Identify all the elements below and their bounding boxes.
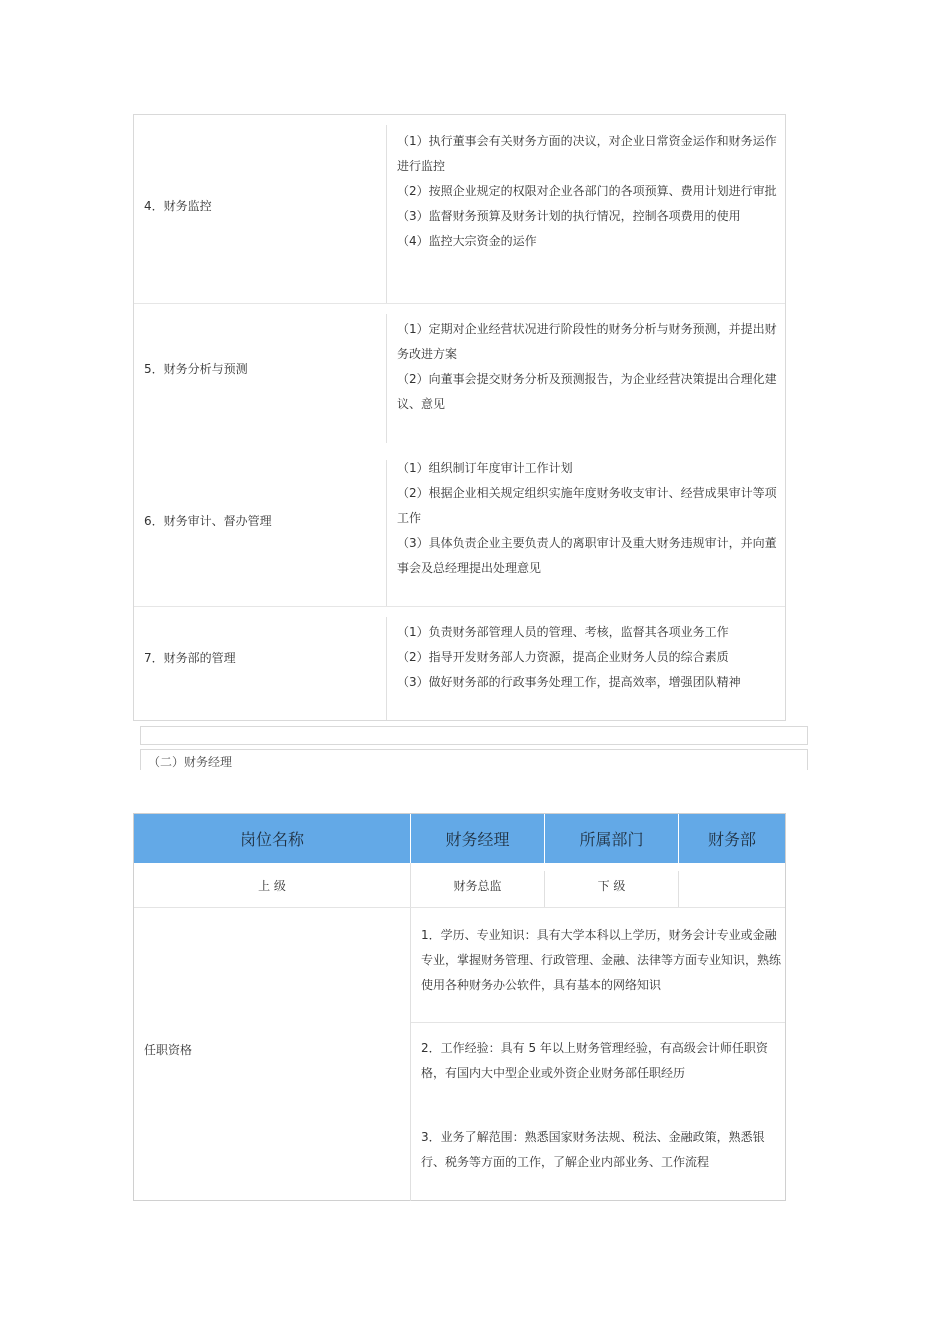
duty-row-5	[134, 304, 785, 443]
duty-item: （2）按照企业规定的权限对企业各部门的各项预算、费用计划进行审批	[397, 184, 777, 198]
duty-item: （2）指导开发财务部人力资源，提高企业财务人员的综合素质	[397, 650, 729, 664]
duty-label: 4．财务监控	[144, 199, 212, 213]
duty-item: （1）定期对企业经营状况进行阶段性的财务分析与财务预测，并提出财务改进方案	[397, 322, 777, 361]
column-divider	[386, 125, 387, 304]
row-divider	[411, 1022, 785, 1023]
header-position-name-value: 财务经理	[445, 830, 510, 849]
empty-row	[140, 726, 808, 745]
duty-row-4	[134, 115, 785, 304]
duty-item: （1）组织制订年度审计工作计划	[397, 461, 573, 475]
column-divider	[386, 314, 387, 443]
qualification-label: 任职资格	[144, 1043, 193, 1057]
subordinate-label: 下 级	[597, 878, 626, 893]
column-divider	[386, 617, 387, 720]
position-table-header	[134, 814, 785, 863]
duty-item: （1）负责财务部管理人员的管理、考核，监督其各项业务工作	[397, 625, 729, 639]
duty-items	[397, 456, 777, 581]
duty-item: （3）具体负责企业主要负责人的离职审计及重大财务违规审计，并向董事会及总经理提出处理意见	[397, 536, 777, 575]
duty-label: 7．财务部的管理	[144, 651, 236, 665]
duty-item: （4）监控大宗资金的运作	[397, 234, 537, 248]
position-table	[133, 813, 786, 1201]
duty-label: 5．财务分析与预测	[144, 362, 248, 376]
duty-row-7	[134, 607, 785, 720]
superior-label: 上 级	[258, 878, 286, 893]
row-divider	[134, 907, 785, 908]
duty-label: 6．财务审计、督办管理	[144, 514, 272, 528]
duty-item: （3）监督财务预算及财务计划的执行情况，控制各项费用的使用	[397, 209, 741, 223]
qualification-item: 1．学历、专业知识：具有大学本科以上学历，财务会计专业或金融专业，掌握财务管理、行政管理、金融、法律等方面专业知识，熟练使用各种财务办公软件，具有基本的网络知识	[421, 928, 782, 992]
duty-item: （3）做好财务部的行政事务处理工作，提高效率，增强团队精神	[397, 675, 741, 689]
qualification-item: 2．工作经验：具有 5 年以上财务管理经验，有高级会计师任职资格，有国内大中型企业或外资企业财务部任职经历	[421, 1041, 768, 1080]
duty-items	[397, 620, 777, 695]
column-divider	[410, 863, 411, 1201]
duty-row-6	[134, 450, 785, 607]
duty-item: （2）向董事会提交财务分析及预测报告，为企业经营决策提出合理化建议、意见	[397, 372, 777, 411]
duty-items	[397, 129, 777, 254]
qualification-item: 3．业务了解范围：熟悉国家财务法规、税法、金融政策，熟悉银行、税务等方面的工作，了解企业内部业务、工作流程	[421, 1130, 765, 1169]
duties-table	[133, 114, 786, 721]
header-dept-value: 财务部	[707, 830, 756, 849]
header-dept-label: 所属部门	[579, 830, 644, 849]
duty-item: （2）根据企业相关规定组织实施年度财务收支审计、经营成果审计等项工作	[397, 486, 777, 525]
duty-item: （1）执行董事会有关财务方面的决议，对企业日常资金运作和财务运作进行监控	[397, 134, 777, 173]
subordinate-value	[679, 863, 785, 907]
section-title: （二）财务经理	[140, 749, 808, 770]
duty-items	[397, 317, 777, 417]
header-position-name-label: 岗位名称	[239, 830, 304, 849]
superior-value: 财务总监	[453, 878, 502, 893]
column-divider	[386, 460, 387, 607]
